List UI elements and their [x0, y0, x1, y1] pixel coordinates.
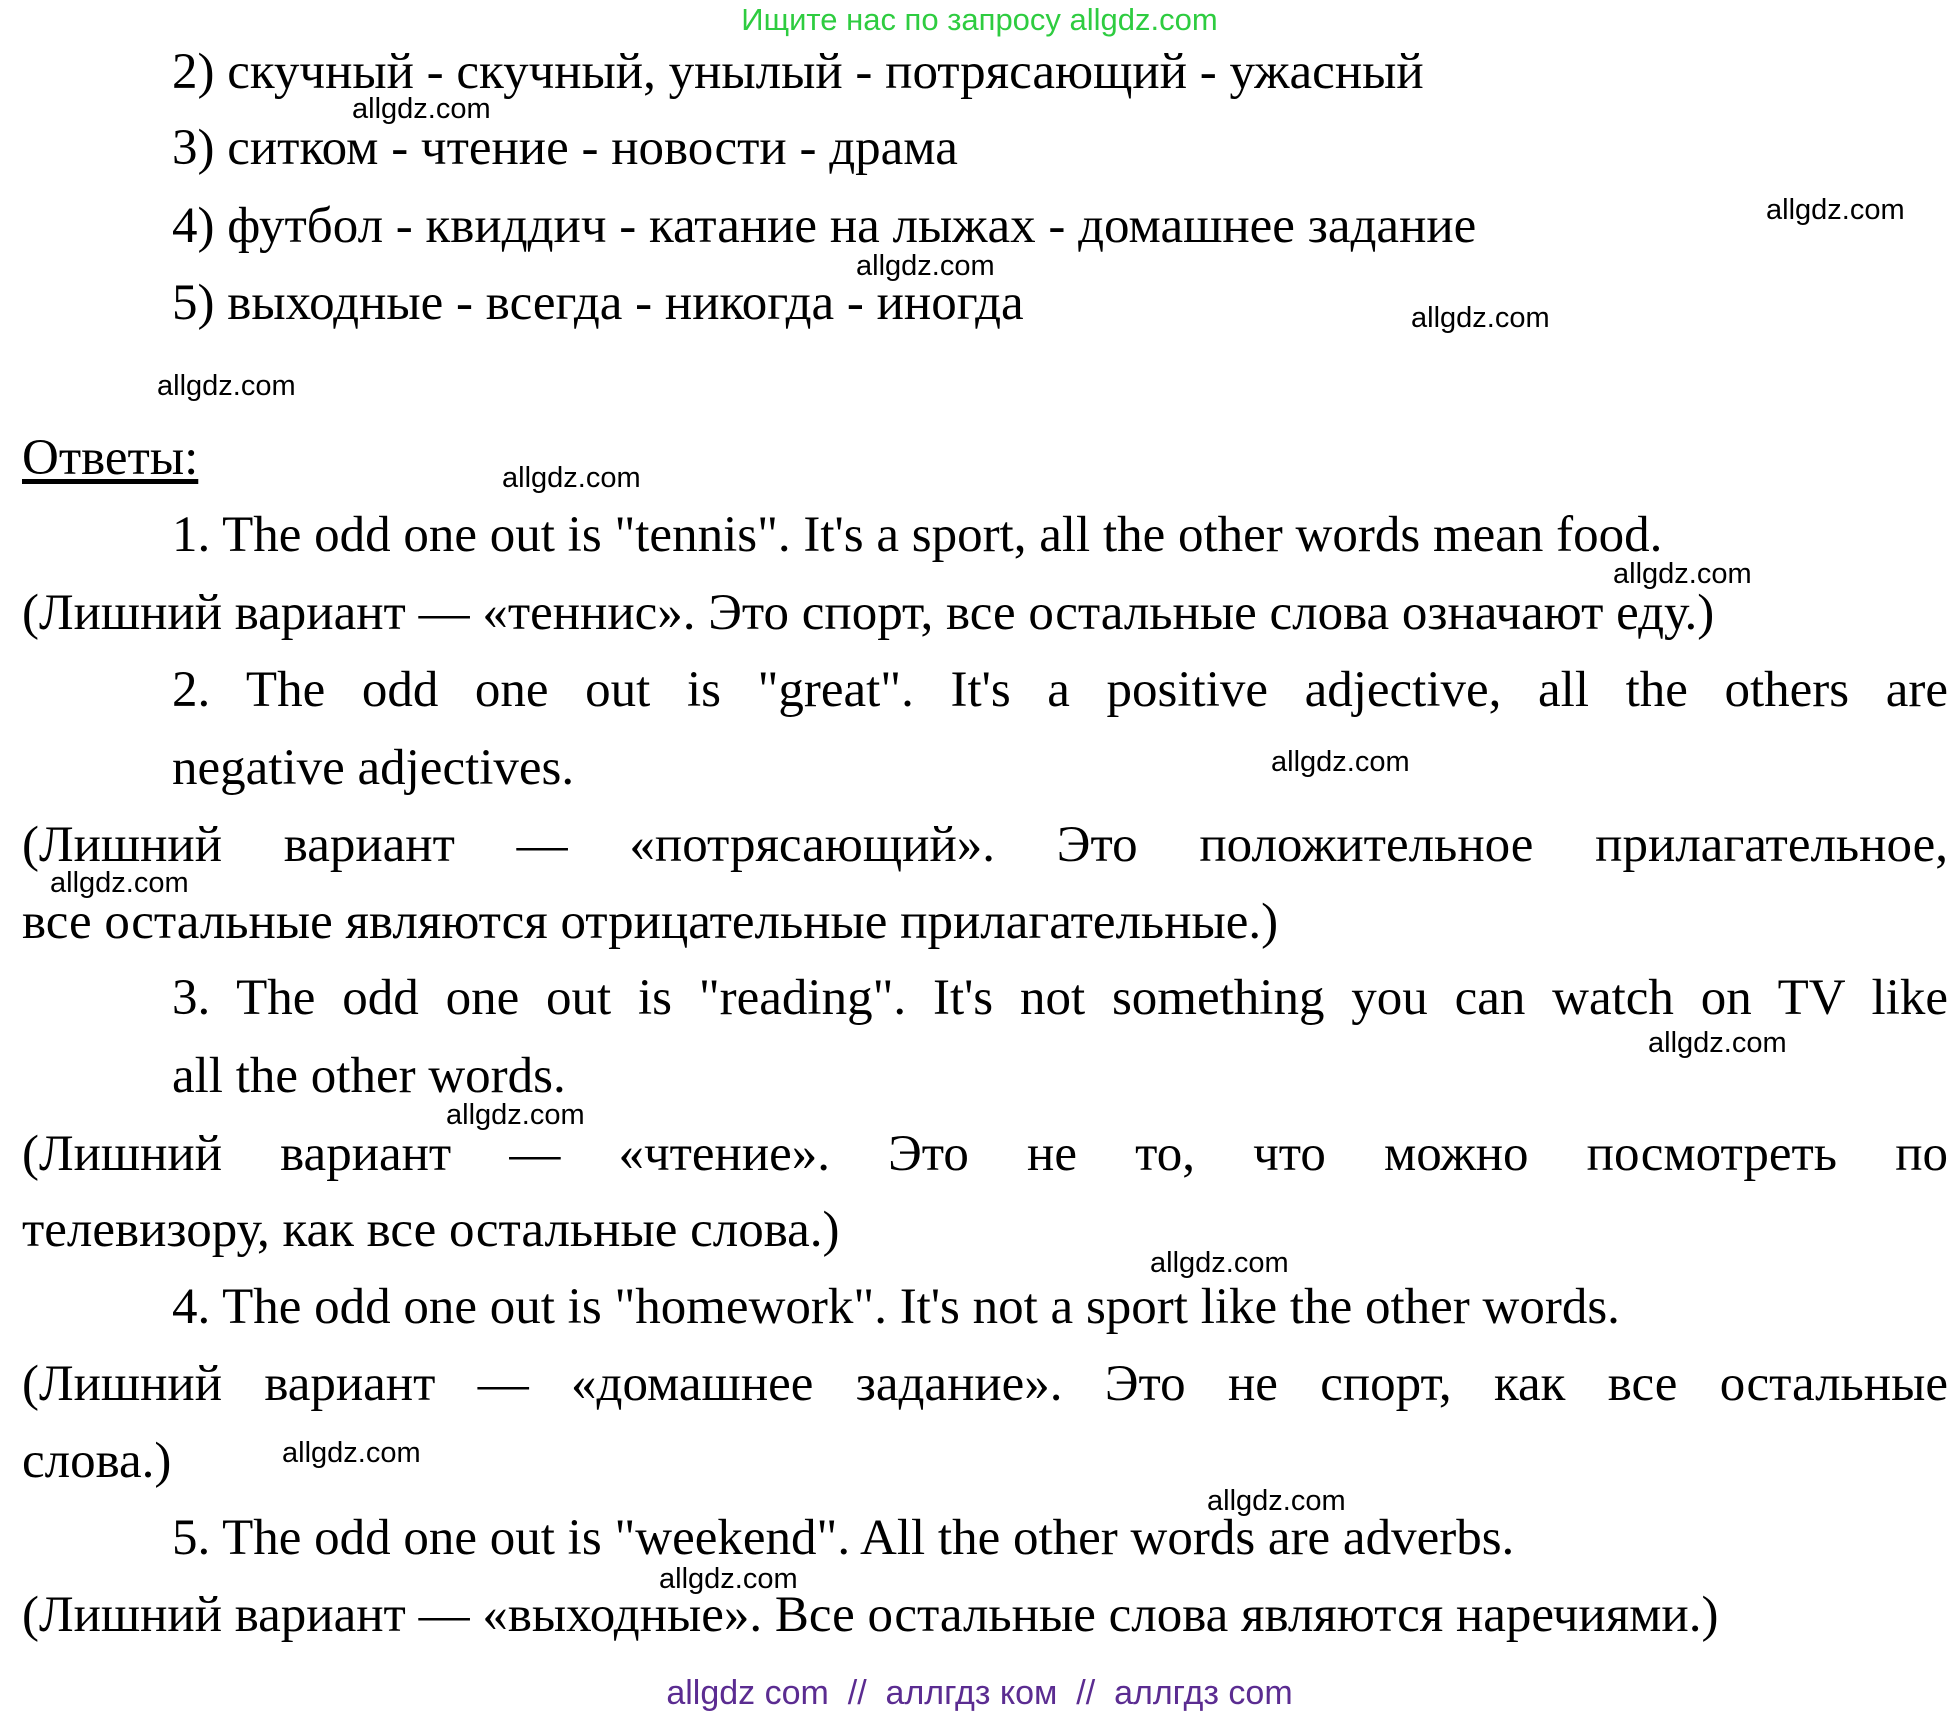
watermark: allgdz.com — [1411, 302, 1550, 334]
watermark: allgdz.com — [282, 1437, 421, 1469]
watermark: allgdz.com — [659, 1563, 798, 1595]
list-item: 2) скучный - скучный, унылый - потрясающий - ужасный — [172, 44, 1424, 100]
watermark: allgdz.com — [1766, 194, 1905, 226]
list-item: 5) выходные - всегда - никогда - иногда — [172, 275, 1024, 331]
answers-heading: Ответы: — [22, 430, 199, 486]
search-banner: Ищите нас по запросу allgdz.com — [741, 2, 1218, 37]
watermark: allgdz.com — [502, 462, 641, 494]
watermark: allgdz.com — [352, 93, 491, 125]
watermark: allgdz.com — [856, 250, 995, 282]
answer-russian-line: (Лишний вариант — «теннис». Это спорт, все остальные слова означают еду.) — [22, 585, 1715, 641]
answer-russian-line: (Лишний вариант — «домашнее задание». Это не спорт, как все остальные — [22, 1356, 1948, 1412]
answer-russian-line: слова.) — [22, 1433, 172, 1489]
watermark: allgdz.com — [1613, 558, 1752, 590]
footer-links: allgdz com // аллгдз ком // аллгдз com — [666, 1674, 1293, 1712]
answer-english-line: 3. The odd one out is "reading". It's not something you can watch on TV like — [172, 970, 1948, 1026]
list-item: 3) ситком - чтение - новости - драма — [172, 120, 958, 176]
answer-russian-line: телевизору, как все остальные слова.) — [22, 1202, 840, 1258]
watermark: allgdz.com — [1271, 746, 1410, 778]
answer-english-line: negative adjectives. — [172, 740, 575, 796]
watermark: allgdz.com — [1207, 1485, 1346, 1517]
answer-english-line: all the other words. — [172, 1048, 566, 1104]
list-item: 4) футбол - квиддич - катание на лыжах - домашнее задание — [172, 198, 1477, 254]
answer-russian-line: (Лишний вариант — «потрясающий». Это положительное прилагательное, — [22, 817, 1948, 873]
answer-russian-line: (Лишний вариант — «чтение». Это не то, что можно посмотреть по — [22, 1126, 1948, 1182]
answer-russian-line: все остальные являются отрицательные прилагательные.) — [22, 894, 1279, 950]
answer-english-line: 2. The odd one out is "great". It's a positive adjective, all the others are — [172, 662, 1948, 718]
answer-english-line: 1. The odd one out is "tennis". It's a sport, all the other words mean food. — [172, 507, 1663, 563]
answer-russian-line: (Лишний вариант — «выходные». Все остальные слова являются наречиями.) — [22, 1587, 1719, 1643]
watermark: allgdz.com — [157, 370, 296, 402]
watermark: allgdz.com — [446, 1099, 585, 1131]
answer-english-line: 5. The odd one out is "weekend". All the other words are adverbs. — [172, 1510, 1515, 1566]
watermark: allgdz.com — [1648, 1027, 1787, 1059]
watermark: allgdz.com — [1150, 1247, 1289, 1279]
watermark: allgdz.com — [50, 867, 189, 899]
answer-english-line: 4. The odd one out is "homework". It's not a sport like the other words. — [172, 1279, 1620, 1335]
